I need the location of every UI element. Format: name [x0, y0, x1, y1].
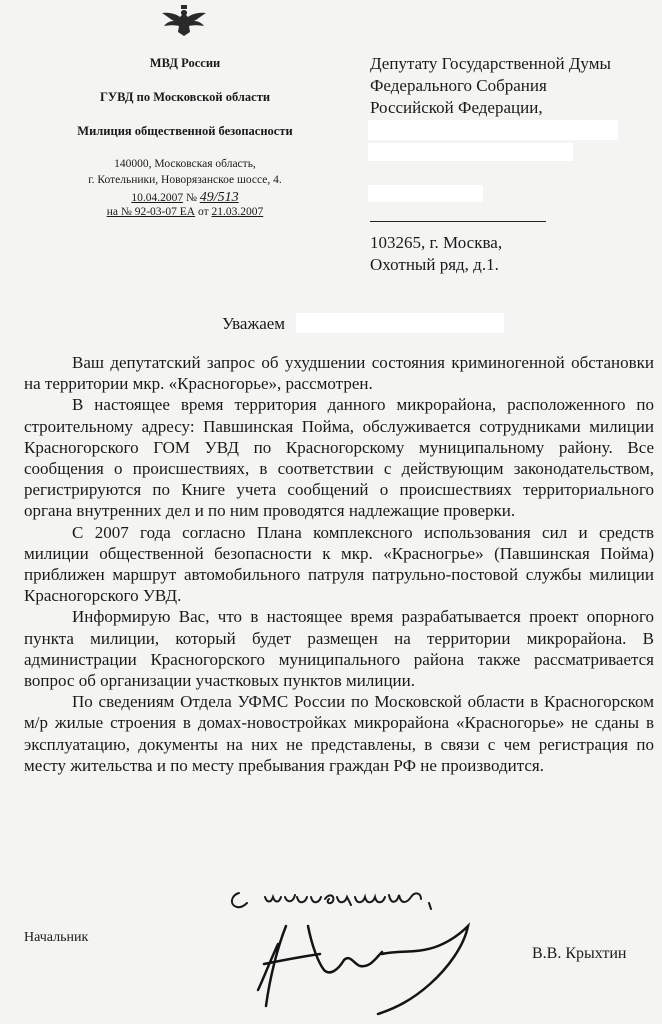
recipient-line1: Депутату Государственной Думы — [370, 54, 611, 73]
sender-service: Милиция общественной безопасности — [77, 124, 293, 138]
sender-address-line1: 140000, Московская область, — [114, 158, 256, 170]
recipient-address — [370, 232, 502, 276]
redacted-recipient-name-2 — [368, 143, 573, 161]
sender-ministry: МВД России — [149, 56, 221, 70]
redacted-greeting-name — [296, 313, 504, 333]
letter-body — [24, 352, 654, 776]
signatory-name: В.В. Крыхтин — [532, 945, 627, 962]
handwritten-signature — [248, 906, 484, 1016]
paragraph-2: В настоящее время территория данного микрорайона, расположенного по строительному адресу: Павшинская Пойма, обслуживается сотрудниками милиции Красногорского ГОМ УВД по Красногорскому муниципальному району. Все сообщения о происшествиях, в соответствии с действующим законодательством, регистрируются по Книге учета сообщений о происшествиях территориального органа внутренних дел и по ним проводятся надлежащие проверки. — [24, 395, 654, 521]
recipient-street: Охотный ряд, д.1. — [370, 255, 499, 274]
recipient-block — [370, 53, 611, 119]
reply-date-label: от — [197, 206, 209, 218]
paragraph-5: По сведениям Отдела УФМС России по Московской области в Красногорском м/р жилые строения в домах-новостройках микрорайона «Красногорье» не сданы в эксплуатацию, документы на них не представлены, в связи с чем регистрация по месту жительства и по месту пребывания граждан РФ не производится. — [24, 692, 654, 775]
recipient-line3: Российской Федерации, — [370, 98, 543, 117]
sender-directorate: ГУВД по Московской области — [99, 90, 271, 104]
signatory-title: Начальник — [24, 930, 89, 945]
outgoing-number: 49/513 — [199, 190, 239, 205]
outgoing-date: 10.04.2007 — [131, 192, 184, 204]
recipient-line2: Федерального Собрания — [370, 76, 547, 95]
redacted-recipient-detail — [368, 185, 483, 202]
recipient-postal: 103265, г. Москва, — [370, 233, 503, 252]
reply-date: 21.03.2007 — [211, 206, 264, 218]
paragraph-1: Ваш депутатский запрос об ухудшении состояния криминогенной обстановки на территории мкр. «Красногорье», рассмотрен. — [24, 353, 654, 394]
greeting: Уважаем — [222, 314, 286, 333]
outgoing-number-line — [40, 190, 330, 206]
reply-reference-line — [40, 206, 330, 218]
sender-address-line2: г. Котельники, Новорязанское шоссе, 4. — [88, 174, 282, 186]
paragraph-4: Информирую Вас, что в настоящее время разрабатывается проект опорного пункта милиции, который будет размещен на территории микрорайона. В администрации Красногорского муниципального района также рассматривается вопрос об организации участковых пунктов милиции. — [24, 607, 654, 691]
recipient-divider — [370, 221, 546, 222]
paragraph-3: С 2007 года согласно Плана комплексного использования сил и средств милиции общественной безопасности к мкр. «Красногрье» (Павшинская Пойма) приближен маршрут автомобильного патруля патрульно-постовой службы милиции Красногорского УВД. — [24, 522, 654, 606]
outgoing-number-label: № — [185, 192, 197, 204]
double-headed-eagle-emblem — [158, 4, 210, 38]
redacted-recipient-name — [368, 120, 618, 140]
reply-reference: на № 92-03-07 ЕА — [106, 206, 196, 218]
